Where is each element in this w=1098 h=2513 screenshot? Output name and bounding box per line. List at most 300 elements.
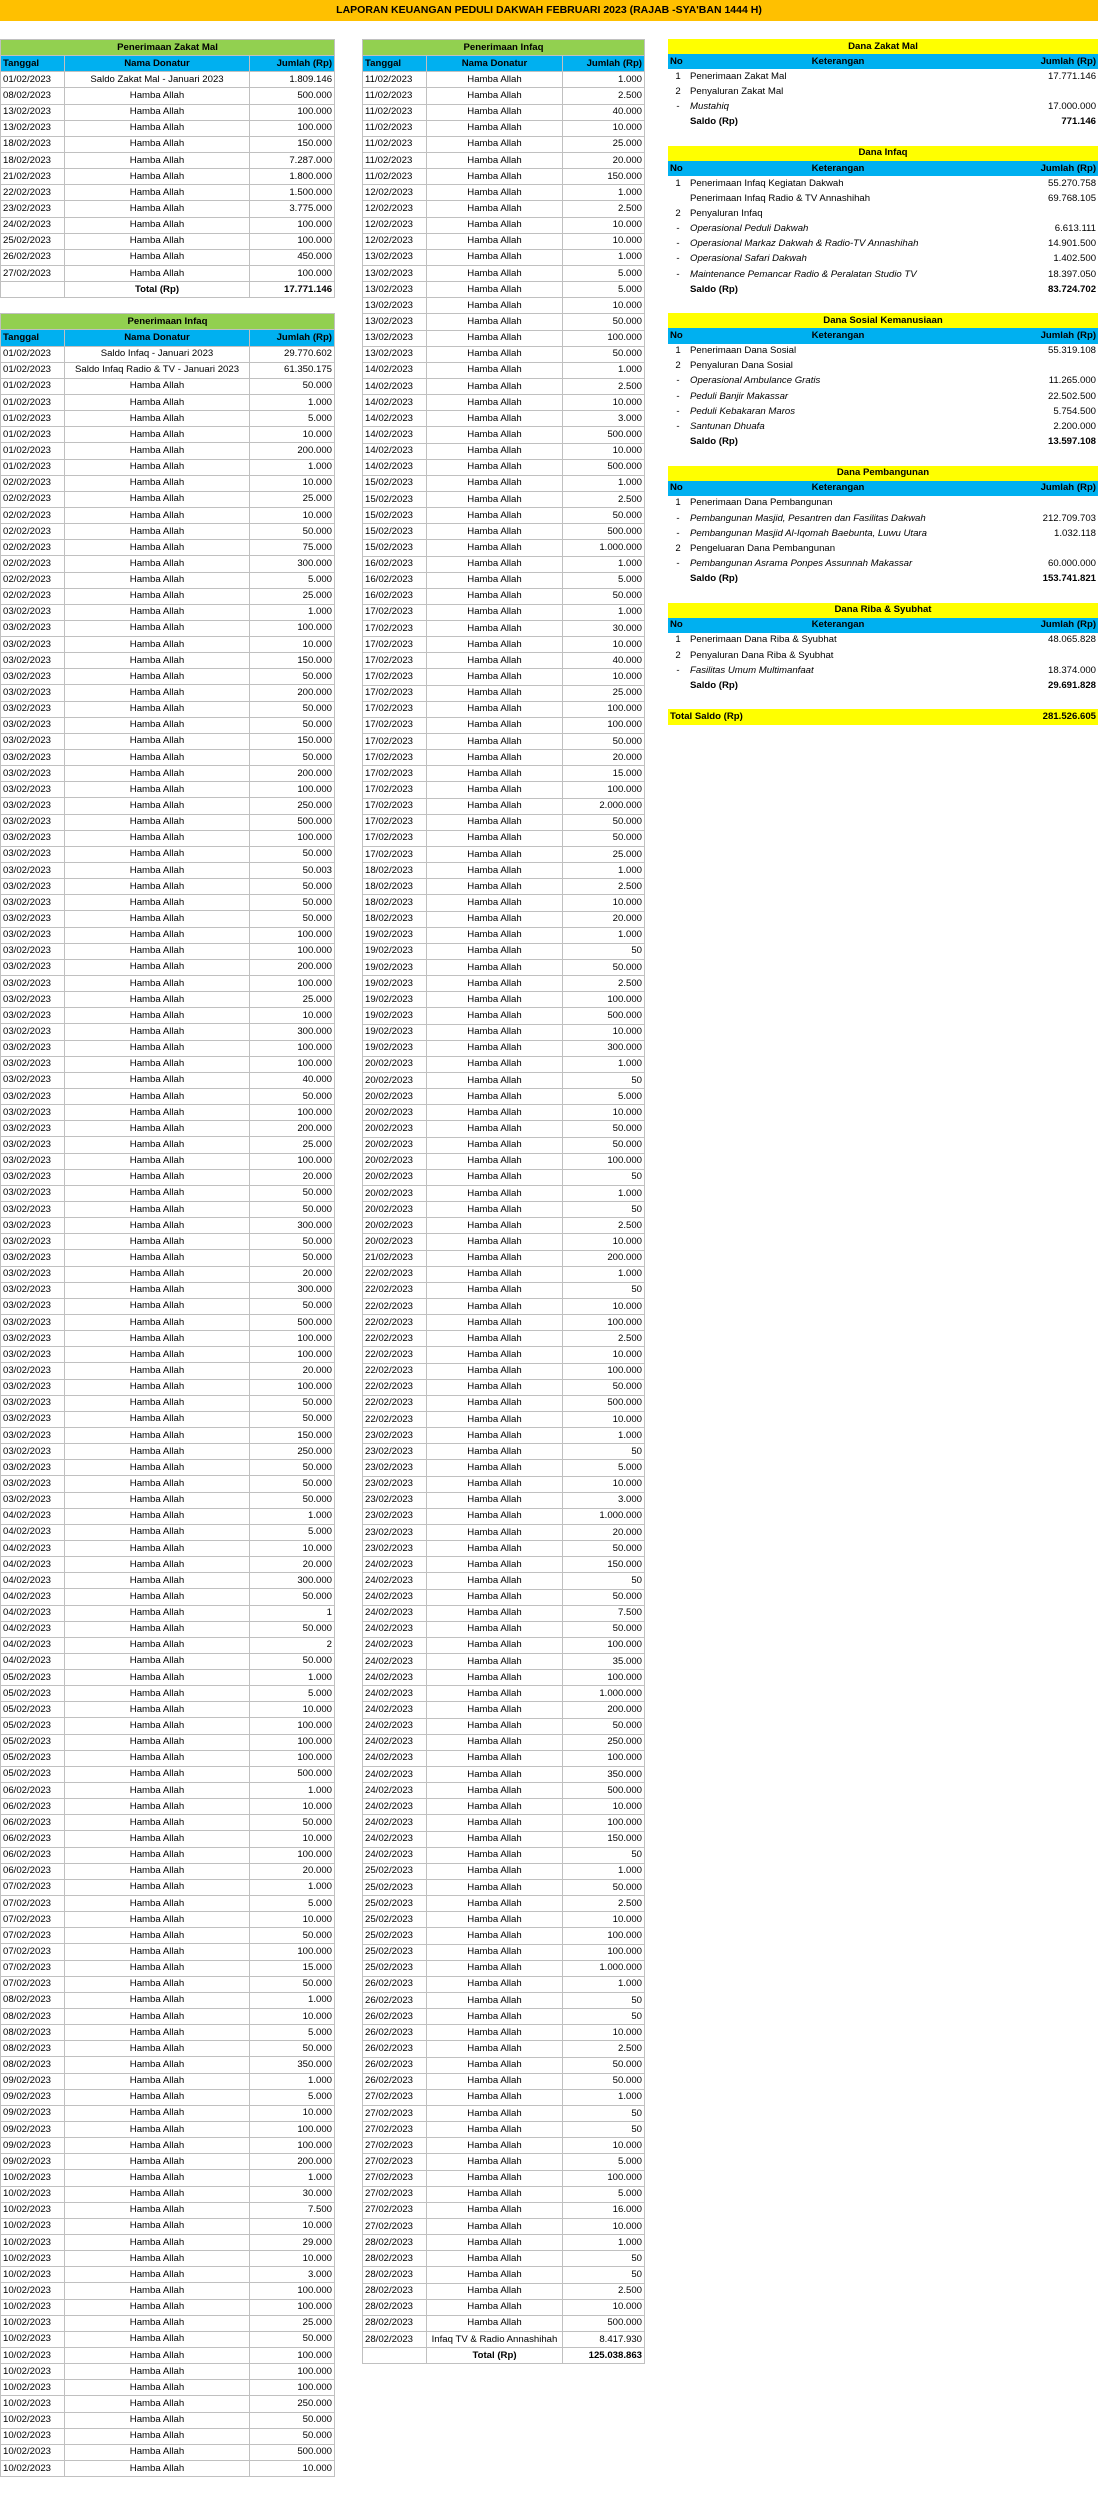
table-row (1, 604, 335, 620)
cell-jumlah: 50.000 (563, 314, 645, 330)
cell-tanggal: 10/02/2023 (1, 2364, 65, 2380)
item-keterangan: Peduli Kebakaran Maros (690, 405, 796, 417)
item-keterangan: Penerimaan Dana Pembangunan (690, 497, 833, 509)
table-row (363, 1185, 645, 1201)
table-row (363, 491, 645, 507)
cell-tanggal: 22/02/2023 (363, 1347, 427, 1363)
cell-tanggal: 04/02/2023 (1, 1508, 65, 1524)
table-row (363, 1605, 645, 1621)
cell-nama-donatur: Hamba Allah (427, 1928, 563, 1944)
total-saldo-label: Total Saldo (Rp) (668, 709, 988, 724)
cell-tanggal: 13/02/2023 (1, 104, 65, 120)
cell-jumlah: 150.000 (250, 1427, 335, 1443)
table-row (363, 943, 645, 959)
cell-nama-donatur: Hamba Allah (65, 233, 250, 249)
cell-nama-donatur: Hamba Allah (427, 685, 563, 701)
infaq-receipts-2-total-row (363, 2348, 645, 2364)
table-row (363, 927, 645, 943)
cell-nama-donatur: Hamba Allah (65, 1831, 250, 1847)
item-no: - (676, 405, 680, 417)
cell-nama-donatur: Hamba Allah (65, 1169, 250, 1185)
cell-tanggal: 09/02/2023 (1, 2138, 65, 2154)
cell-tanggal: 17/02/2023 (363, 750, 427, 766)
table-row (1, 1121, 335, 1137)
table-row (1, 1444, 335, 1460)
cell-nama-donatur: Hamba Allah (427, 1847, 563, 1863)
table-row (1, 346, 335, 362)
table-row (1, 217, 335, 233)
cell-tanggal: 02/02/2023 (1, 540, 65, 556)
cell-nama-donatur: Hamba Allah (65, 669, 250, 685)
cell-jumlah: 50.000 (563, 1541, 645, 1557)
cell-nama-donatur: Hamba Allah (427, 572, 563, 588)
cell-tanggal: 21/02/2023 (1, 169, 65, 185)
cell-jumlah: 100.000 (563, 701, 645, 717)
cell-jumlah: 25.000 (563, 685, 645, 701)
table-row (1, 2364, 335, 2380)
cell-tanggal: 01/02/2023 (1, 378, 65, 394)
table-row (363, 2235, 645, 2251)
cell-nama-donatur: Hamba Allah (427, 1460, 563, 1476)
table-row (363, 395, 645, 411)
cell-jumlah: 100.000 (250, 1734, 335, 1750)
cell-nama-donatur: Hamba Allah (427, 911, 563, 927)
cell-tanggal: 22/02/2023 (363, 1315, 427, 1331)
cell-nama-donatur: Hamba Allah (427, 1799, 563, 1815)
cell-tanggal: 02/02/2023 (1, 475, 65, 491)
cell-jumlah: 150.000 (250, 653, 335, 669)
table-row (363, 1750, 645, 1766)
table-row (363, 1573, 645, 1589)
cell-nama-donatur: Hamba Allah (427, 1492, 563, 1508)
development-fund-header-row (668, 481, 1098, 496)
saldo-blank (668, 572, 688, 587)
cell-jumlah: 200.000 (563, 1702, 645, 1718)
cell-nama-donatur: Hamba Allah (427, 1750, 563, 1766)
list-item (668, 496, 1098, 511)
cell-jumlah: 2.500 (563, 2041, 645, 2057)
total-blank (1, 282, 65, 298)
cell-jumlah: 50.003 (250, 863, 335, 879)
cell-nama-donatur: Hamba Allah (427, 1944, 563, 1960)
cell-jumlah: 1.800.000 (250, 169, 335, 185)
cell-nama-donatur: Hamba Allah (427, 2138, 563, 2154)
table-row (1, 1718, 335, 1734)
cell-tanggal: 01/02/2023 (1, 362, 65, 378)
item-jumlah: 212.709.703 (1042, 512, 1096, 524)
infaq-receipts-2-title: Penerimaan Infaq (363, 40, 645, 56)
item-jumlah: 6.613.111 (1054, 223, 1097, 235)
cell-nama-donatur: Hamba Allah (427, 265, 563, 281)
cell-jumlah: 10.000 (250, 2218, 335, 2234)
item-no: - (676, 664, 680, 676)
cell-tanggal: 03/02/2023 (1, 604, 65, 620)
cell-nama-donatur: Hamba Allah (427, 2041, 563, 2057)
cell-nama-donatur: Hamba Allah (427, 2057, 563, 2073)
cell-nama-donatur: Hamba Allah (427, 1121, 563, 1137)
cell-tanggal: 15/02/2023 (363, 524, 427, 540)
cell-tanggal: 03/02/2023 (1, 669, 65, 685)
table-row (1, 104, 335, 120)
table-row (363, 1928, 645, 1944)
cell-tanggal: 28/02/2023 (363, 2267, 427, 2283)
cell-tanggal: 11/02/2023 (363, 152, 427, 168)
cell-jumlah: 50.000 (250, 1976, 335, 1992)
cell-tanggal: 03/02/2023 (1, 976, 65, 992)
cell-tanggal: 14/02/2023 (363, 411, 427, 427)
cell-jumlah: 100.000 (563, 717, 645, 733)
table-row (1, 185, 335, 201)
cell-jumlah: 10.000 (563, 669, 645, 685)
table-row (1, 1105, 335, 1121)
table-row (1, 2170, 335, 2186)
table-row (363, 2041, 645, 2057)
cell-tanggal: 23/02/2023 (363, 1476, 427, 1492)
cell-nama-donatur: Hamba Allah (427, 1686, 563, 1702)
cell-jumlah: 2.500 (563, 1218, 645, 1234)
cell-jumlah: 25.000 (250, 588, 335, 604)
cell-jumlah: 1.000 (250, 2170, 335, 2186)
column-summary (668, 39, 1098, 725)
cell-nama-donatur: Hamba Allah (427, 330, 563, 346)
table-row (1, 1702, 335, 1718)
table-row (363, 2251, 645, 2267)
table-row (1, 1250, 335, 1266)
cell-nama-donatur: Hamba Allah (427, 1702, 563, 1718)
cell-jumlah: 75.000 (250, 540, 335, 556)
cell-nama-donatur: Hamba Allah (427, 443, 563, 459)
cell-nama-donatur: Hamba Allah (427, 830, 563, 846)
cell-jumlah: 10.000 (250, 1799, 335, 1815)
table-row (363, 2186, 645, 2202)
table-row (363, 1557, 645, 1573)
item-keterangan: Penyaluran Zakat Mal (690, 85, 784, 97)
cell-jumlah: 500.000 (563, 1008, 645, 1024)
table-row (363, 1379, 645, 1395)
cell-nama-donatur: Hamba Allah (427, 72, 563, 88)
cell-jumlah: 50.000 (250, 1395, 335, 1411)
cell-nama-donatur: Hamba Allah (427, 2202, 563, 2218)
cell-tanggal: 07/02/2023 (1, 1879, 65, 1895)
table-row (1, 1621, 335, 1637)
cell-tanggal: 06/02/2023 (1, 1831, 65, 1847)
cell-tanggal: 06/02/2023 (1, 1815, 65, 1831)
cell-tanggal: 10/02/2023 (1, 2347, 65, 2363)
item-jumlah: 18.374.000 (1048, 664, 1097, 676)
cell-nama-donatur: Hamba Allah (65, 2025, 250, 2041)
cell-nama-donatur: Hamba Allah (65, 378, 250, 394)
table-row (363, 1993, 645, 2009)
table-row (1, 540, 335, 556)
cell-jumlah: 35.000 (563, 1654, 645, 1670)
cell-tanggal: 03/02/2023 (1, 1444, 65, 1460)
cell-tanggal: 20/02/2023 (363, 1073, 427, 1089)
cell-tanggal: 03/02/2023 (1, 1492, 65, 1508)
cell-jumlah: 3.000 (563, 411, 645, 427)
table-row (1, 1298, 335, 1314)
cell-jumlah: 100.000 (250, 1944, 335, 1960)
cell-nama-donatur: Hamba Allah (427, 1573, 563, 1589)
saldo-label: Saldo (Rp) (690, 679, 738, 691)
cell-tanggal: 04/02/2023 (1, 1557, 65, 1573)
cell-nama-donatur: Hamba Allah (427, 524, 563, 540)
cell-tanggal: 24/02/2023 (363, 1670, 427, 1686)
cell-nama-donatur: Hamba Allah (427, 2283, 563, 2299)
table-row (363, 201, 645, 217)
cell-nama-donatur: Hamba Allah (65, 2186, 250, 2202)
cell-nama-donatur: Hamba Allah (427, 1185, 563, 1201)
table-row (1, 249, 335, 265)
table-row (363, 136, 645, 152)
cell-jumlah: 50.000 (250, 524, 335, 540)
cell-tanggal: 03/02/2023 (1, 1008, 65, 1024)
cell-nama-donatur: Hamba Allah (65, 572, 250, 588)
item-jumlah: 55.319.108 (1048, 345, 1097, 357)
table-row (363, 1444, 645, 1460)
cell-nama-donatur: Hamba Allah (65, 411, 250, 427)
cell-tanggal: 19/02/2023 (363, 976, 427, 992)
cell-tanggal: 03/02/2023 (1, 1105, 65, 1121)
cell-tanggal: 10/02/2023 (1, 2186, 65, 2202)
cell-jumlah: 15.000 (250, 1960, 335, 1976)
table-row (363, 1202, 645, 1218)
table-row (363, 685, 645, 701)
table-row (1, 588, 335, 604)
item-no: - (676, 253, 680, 265)
table-row (1, 1573, 335, 1589)
cell-tanggal: 27/02/2023 (363, 2218, 427, 2234)
cell-tanggal: 03/02/2023 (1, 927, 65, 943)
table-row (363, 2299, 645, 2315)
table-row (363, 1089, 645, 1105)
list-item (668, 541, 1098, 556)
cell-nama-donatur: Hamba Allah (427, 2218, 563, 2234)
cell-nama-donatur: Hamba Allah (65, 1589, 250, 1605)
cell-nama-donatur: Hamba Allah (427, 943, 563, 959)
item-keterangan: Fasilitas Umum Multimanfaat (690, 664, 814, 676)
cell-jumlah: 50.000 (563, 2057, 645, 2073)
cell-nama-donatur: Hamba Allah (427, 1815, 563, 1831)
table-row (1, 895, 335, 911)
cell-nama-donatur: Hamba Allah (427, 362, 563, 378)
cell-nama-donatur: Hamba Allah (65, 653, 250, 669)
cell-nama-donatur: Hamba Allah (427, 1234, 563, 1250)
table-row (363, 1541, 645, 1557)
cell-jumlah: 10.000 (563, 1298, 645, 1314)
header-jumlah: Jumlah (Rp) (988, 618, 1098, 633)
cell-nama-donatur: Hamba Allah (427, 1637, 563, 1653)
header-nama: Nama Donatur (65, 56, 250, 72)
cell-nama-donatur: Hamba Allah (427, 459, 563, 475)
item-jumlah: 17.771.146 (1048, 70, 1097, 82)
table-row (1, 2057, 335, 2073)
cell-jumlah: 50 (563, 2122, 645, 2138)
cell-jumlah: 100.000 (250, 2347, 335, 2363)
cell-jumlah: 100.000 (563, 1153, 645, 1169)
cell-jumlah: 1.000 (563, 1185, 645, 1201)
cell-jumlah: 10.000 (250, 1540, 335, 1556)
cell-tanggal: 15/02/2023 (363, 508, 427, 524)
cell-nama-donatur: Hamba Allah (65, 2089, 250, 2105)
table-row (1, 1928, 335, 1944)
cell-tanggal: 24/02/2023 (363, 1686, 427, 1702)
cell-tanggal: 24/02/2023 (363, 1589, 427, 1605)
cell-nama-donatur: Hamba Allah (427, 1589, 563, 1605)
table-row (1, 1992, 335, 2008)
total-label: Total (Rp) (65, 282, 250, 298)
table-row (363, 1395, 645, 1411)
table-row (363, 1347, 645, 1363)
cell-nama-donatur: Hamba Allah (427, 152, 563, 168)
item-keterangan: Operasional Peduli Dakwah (690, 223, 809, 235)
cell-jumlah: 100.000 (250, 120, 335, 136)
table-row (1, 2186, 335, 2202)
table-row (1, 524, 335, 540)
cell-nama-donatur: Hamba Allah (65, 2073, 250, 2089)
table-row (1, 2041, 335, 2057)
cell-tanggal: 11/02/2023 (363, 169, 427, 185)
table-row (363, 1637, 645, 1653)
cell-tanggal: 16/02/2023 (363, 556, 427, 572)
item-keterangan: Penyaluran Dana Riba & Syubhat (690, 649, 834, 661)
cell-jumlah: 8.417.930 (563, 2331, 645, 2347)
item-jumlah: 55.270.758 (1048, 177, 1097, 189)
header-tanggal: Tanggal (363, 56, 427, 72)
cell-jumlah: 100.000 (563, 1637, 645, 1653)
item-jumlah: 60.000.000 (1047, 557, 1096, 569)
cell-jumlah: 50.000 (250, 2331, 335, 2347)
cell-tanggal: 03/02/2023 (1, 959, 65, 975)
cell-nama-donatur: Hamba Allah (427, 863, 563, 879)
cell-jumlah: 200.000 (250, 766, 335, 782)
cell-tanggal: 02/02/2023 (1, 491, 65, 507)
cell-nama-donatur: Hamba Allah (65, 992, 250, 1008)
table-row (363, 992, 645, 1008)
cell-tanggal: 27/02/2023 (363, 2138, 427, 2154)
table-row (363, 717, 645, 733)
table-row (363, 1912, 645, 1928)
cell-jumlah: 500.000 (250, 1766, 335, 1782)
cell-tanggal: 18/02/2023 (1, 136, 65, 152)
cell-tanggal: 17/02/2023 (363, 621, 427, 637)
development-fund-title: Dana Pembangunan (668, 466, 1098, 481)
item-no: - (676, 268, 680, 280)
cell-nama-donatur: Hamba Allah (65, 394, 250, 410)
cell-jumlah: 50.000 (563, 1379, 645, 1395)
list-item (668, 252, 1098, 267)
cell-nama-donatur: Hamba Allah (65, 2444, 250, 2460)
table-row (1, 1960, 335, 1976)
cell-nama-donatur: Hamba Allah (427, 185, 563, 201)
cell-tanggal: 10/02/2023 (1, 2267, 65, 2283)
cell-nama-donatur: Hamba Allah (427, 1912, 563, 1928)
cell-tanggal: 25/02/2023 (363, 1863, 427, 1879)
cell-nama-donatur: Hamba Allah (427, 201, 563, 217)
list-item (668, 222, 1098, 237)
total-label: Total (Rp) (427, 2348, 563, 2364)
cell-tanggal: 01/02/2023 (1, 394, 65, 410)
cell-tanggal: 05/02/2023 (1, 1670, 65, 1686)
cell-tanggal: 26/02/2023 (363, 2073, 427, 2089)
infaq-fund-title: Dana Infaq (668, 146, 1098, 161)
cell-nama-donatur: Hamba Allah (65, 1734, 250, 1750)
cell-nama-donatur: Hamba Allah (65, 976, 250, 992)
cell-nama-donatur: Hamba Allah (427, 395, 563, 411)
table-row (363, 2138, 645, 2154)
table-row (363, 1250, 645, 1266)
cell-nama-donatur: Hamba Allah (65, 1444, 250, 1460)
cell-nama-donatur: Hamba Allah (65, 2041, 250, 2057)
cell-nama-donatur: Infaq TV & Radio Annashihah (427, 2331, 563, 2347)
cell-tanggal: 20/02/2023 (363, 1153, 427, 1169)
table-row (1, 1460, 335, 1476)
table-row (1, 1492, 335, 1508)
table-row (1, 2396, 335, 2412)
cell-tanggal: 24/02/2023 (363, 1718, 427, 1734)
table-row (1, 733, 335, 749)
table-row (1, 1379, 335, 1395)
cell-tanggal: 05/02/2023 (1, 1718, 65, 1734)
table-row (363, 604, 645, 620)
table-row (1, 2251, 335, 2267)
cell-nama-donatur: Hamba Allah (65, 2202, 250, 2218)
table-row (363, 2057, 645, 2073)
cell-nama-donatur: Hamba Allah (65, 120, 250, 136)
cell-jumlah: 150.000 (563, 169, 645, 185)
item-jumlah (988, 84, 1098, 99)
table-row (1, 2025, 335, 2041)
item-keterangan: Mustahiq (690, 101, 729, 113)
cell-nama-donatur: Hamba Allah (65, 798, 250, 814)
table-row (1, 2073, 335, 2089)
cell-jumlah: 50.000 (250, 1089, 335, 1105)
item-jumlah: 1.032.118 (1054, 527, 1096, 539)
cell-tanggal: 17/02/2023 (363, 766, 427, 782)
cell-jumlah: 100.000 (250, 976, 335, 992)
cell-jumlah: 10.000 (563, 1476, 645, 1492)
table-row (1, 798, 335, 814)
item-no: - (676, 527, 680, 539)
cell-tanggal: 15/02/2023 (363, 491, 427, 507)
cell-jumlah: 1.000 (250, 1783, 335, 1799)
cell-tanggal: 03/02/2023 (1, 1298, 65, 1314)
cell-nama-donatur: Hamba Allah (427, 1863, 563, 1879)
cell-tanggal: 03/02/2023 (1, 653, 65, 669)
header-no: No (668, 161, 688, 176)
header-nama: Nama Donatur (65, 330, 250, 346)
cell-tanggal: 04/02/2023 (1, 1589, 65, 1605)
infaq-fund-saldo-row (668, 282, 1098, 297)
cell-tanggal: 26/02/2023 (363, 1976, 427, 1992)
cell-tanggal: 03/02/2023 (1, 1169, 65, 1185)
table-row (363, 750, 645, 766)
cell-tanggal: 14/02/2023 (363, 459, 427, 475)
table-row (1, 1686, 335, 1702)
cell-jumlah: 50.000 (250, 879, 335, 895)
cell-tanggal: 06/02/2023 (1, 1799, 65, 1815)
cell-jumlah: 300.000 (250, 1218, 335, 1234)
cell-jumlah: 20.000 (250, 1169, 335, 1185)
cell-nama-donatur: Hamba Allah (427, 960, 563, 976)
header-keterangan: Keterangan (688, 618, 988, 633)
cell-nama-donatur: Hamba Allah (427, 88, 563, 104)
cell-nama-donatur: Hamba Allah (427, 2025, 563, 2041)
item-jumlah: 1.402.500 (1053, 253, 1097, 265)
table-row (1, 2412, 335, 2428)
table-row (1, 717, 335, 733)
cell-nama-donatur: Hamba Allah (427, 1411, 563, 1427)
cell-jumlah: 200.000 (250, 685, 335, 701)
